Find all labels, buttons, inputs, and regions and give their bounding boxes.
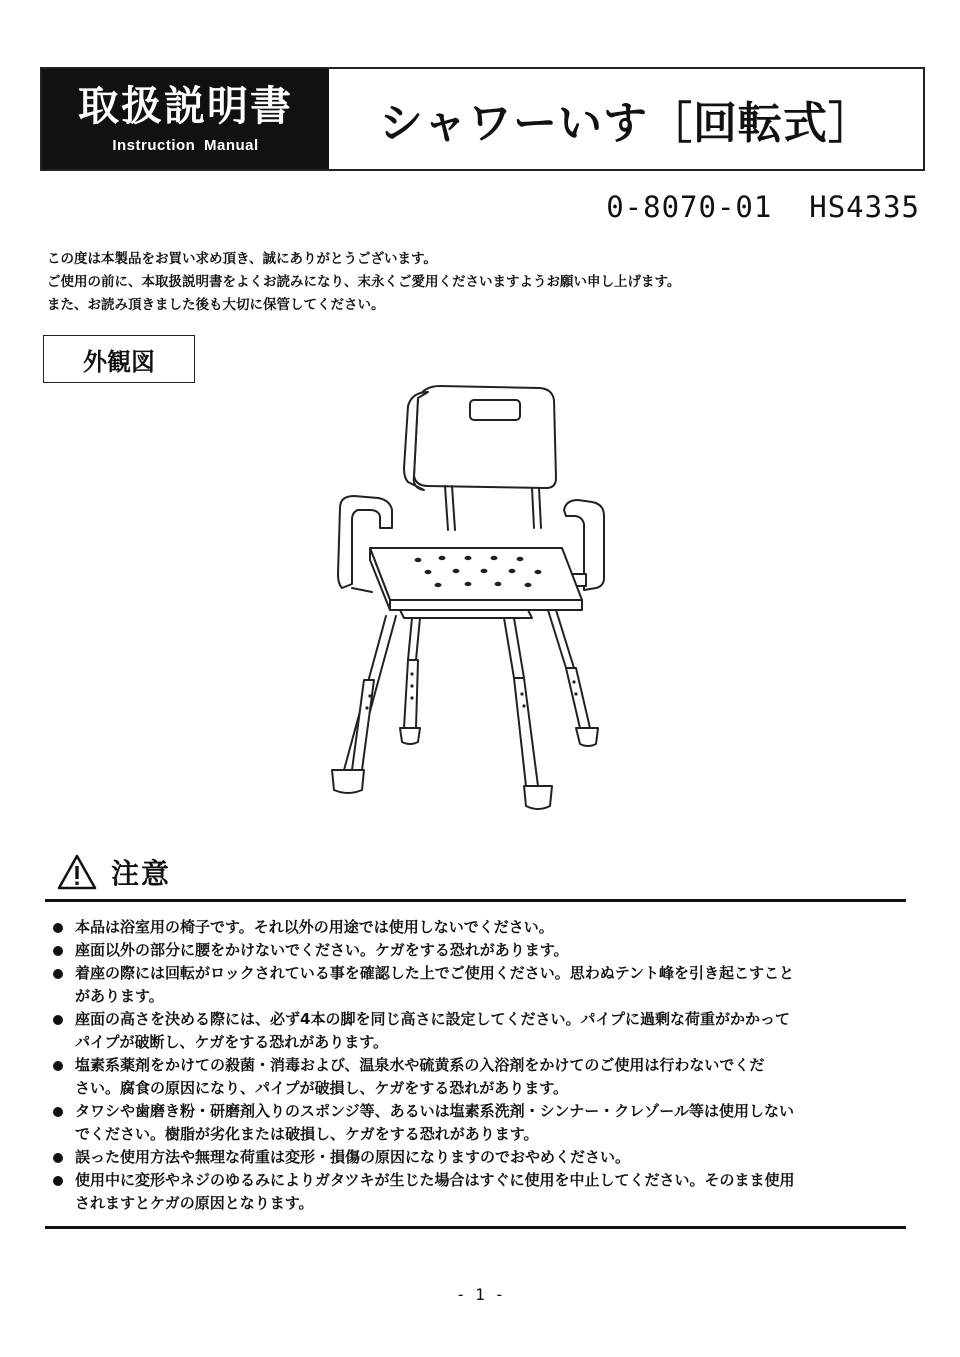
caution-item: 座面の高さを決める際には、必ず4本の脚を同じ高さに設定してください。パイプに過剰な荷重がかかって パイプが破断し、ケガをする恐れがあります。 <box>50 1008 920 1054</box>
caution-top-rule <box>45 899 906 902</box>
product-name: シャワーいす［回転式］ <box>378 98 874 149</box>
caution-item: 使用中に変形やネジのゆるみによりガタツキが生じた場合はすぐに使用を中止してください。そのまま使用 されますとケガの原因となります。 <box>50 1169 920 1215</box>
caution-item: 誤った使用方法や無理な荷重は変形・損傷の原因になりますのでおやめください。 <box>50 1146 920 1169</box>
bullet-icon <box>53 1061 63 1071</box>
bullet-icon <box>53 969 63 979</box>
caution-item: 座面以外の部分に腰をかけないでください。ケガをする恐れがあります。 <box>50 939 920 962</box>
intro-line: ご使用の前に、本取扱説明書をよくお読みになり、末永くご愛用くださいますようお願い申し上げます。 <box>47 274 681 290</box>
intro-line: この度は本製品をお買い求め頂き、誠にありがとうございます。 <box>47 251 437 267</box>
caution-item: 本品は浴室用の椅子です。それ以外の用途では使用しないでください。 <box>50 916 920 939</box>
intro-line: また、お読み頂きました後も大切に保管してください。 <box>47 297 385 313</box>
document-header <box>40 67 925 171</box>
caution-item: 塩素系薬剤をかけての殺菌・消毒および、温泉水や硫黄系の入浴剤をかけてのご使用は行わないでくだ さい。腐食の原因になり、パイプが破損し、ケガをする恐れがあります。 <box>50 1054 920 1100</box>
bullet-icon <box>53 1107 63 1117</box>
caution-list <box>50 916 920 1215</box>
caution-heading <box>57 850 171 894</box>
manual-title-en: Instruction Manual <box>112 137 259 155</box>
bullet-icon <box>53 1015 63 1025</box>
caution-bottom-rule <box>45 1226 906 1229</box>
caution-item: 着座の際には回転がロックされている事を確認した上でご使用ください。思わぬテント峰を引き起こすこと があります。 <box>50 962 920 1008</box>
bullet-icon <box>53 946 63 956</box>
intro-text <box>47 248 907 317</box>
page-number: - 1 - <box>455 1285 505 1304</box>
exterior-section-label: 外観図 <box>43 335 195 383</box>
caution-item: タワシや歯磨き粉・研磨剤入りのスポンジ等、あるいは塩素系洗剤・シンナー・クレゾール等は使用しない でください。樹脂が劣化または破損し、ケガをする恐れがあります。 <box>50 1100 920 1146</box>
bullet-icon <box>53 1176 63 1186</box>
caution-title: 注意 <box>111 857 172 890</box>
bullet-icon <box>53 923 63 933</box>
manual-title-jp: 取扱説明書 <box>78 81 293 130</box>
bullet-icon <box>53 1153 63 1163</box>
model-number: 0-8070-01 HS4335 <box>606 190 920 224</box>
shower-chair-illustration <box>300 378 620 838</box>
manual-title-block <box>42 69 329 169</box>
warning-triangle-icon <box>57 854 97 890</box>
